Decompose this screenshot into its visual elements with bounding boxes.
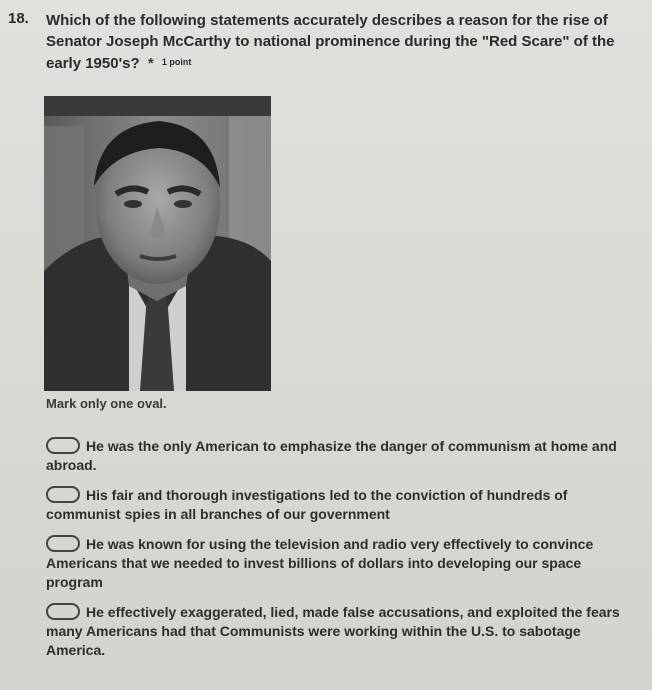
radio-oval-icon[interactable] (46, 486, 80, 503)
question-text-block (46, 10, 616, 74)
option-label: He effectively exaggerated, lied, made false accusations, and exploited the fears many Americans had that Communists were working within the U.S. to sabotage America. (46, 604, 620, 658)
option-2[interactable] (46, 486, 626, 524)
options-list (46, 437, 626, 671)
radio-oval-icon[interactable] (46, 603, 80, 620)
option-label: He was known for using the television and radio very effectively to convince Americans that we needed to invest billions of dollars into developing our space program (46, 536, 594, 590)
question-title: Which of the following statements accurately describes a reason for the rise of Senator Joseph McCarthy to national prominence during the "Red Scare" of the early 1950's? (46, 12, 615, 72)
option-4[interactable] (46, 603, 626, 660)
question-number: 18. (8, 10, 29, 27)
points-label: 1 point (161, 57, 192, 67)
radio-oval-icon[interactable] (46, 437, 80, 454)
option-label: His fair and thorough investigations led to the conviction of hundreds of communist spies in all branches of our government (46, 487, 568, 522)
radio-oval-icon[interactable] (46, 535, 80, 552)
option-3[interactable] (46, 535, 626, 592)
option-label: He was the only American to emphasize the danger of communism at home and abroad. (46, 438, 617, 473)
portrait-photo-icon (44, 96, 271, 391)
instruction-text: Mark only one oval. (46, 396, 167, 411)
question-image (44, 96, 271, 391)
option-1[interactable] (46, 437, 626, 475)
required-marker: * (147, 55, 154, 72)
